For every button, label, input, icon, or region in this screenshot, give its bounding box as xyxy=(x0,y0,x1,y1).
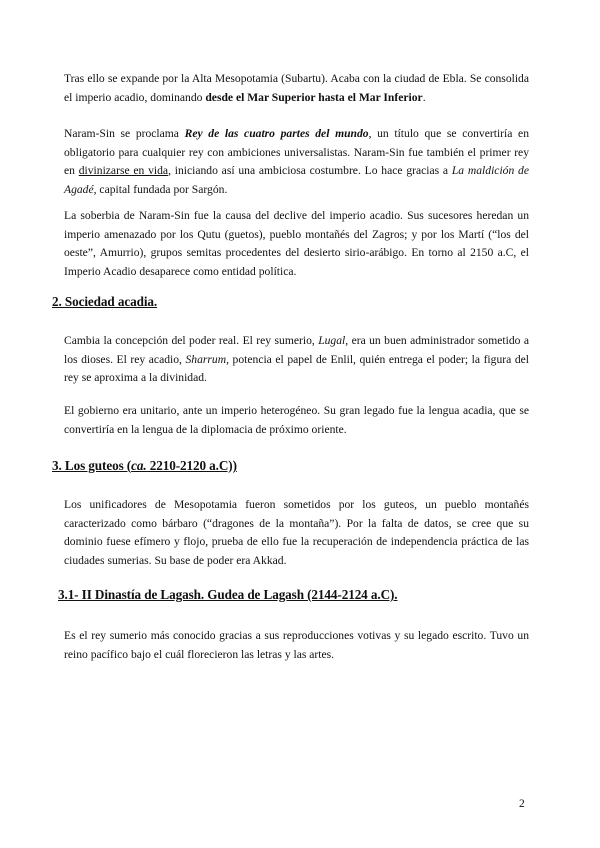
heading-italic-text: ca. xyxy=(131,458,147,473)
text-run: , era un buen administrador sometido a los dioses. El rey acadio, xyxy=(64,334,529,366)
italic-text: La maldición de Agadé xyxy=(64,164,529,196)
heading-sociedad-acadia: 2. Sociedad acadia. xyxy=(52,294,158,309)
text-run: , iniciando así una ambiciosa costumbre. Lo hace gracias a xyxy=(168,164,452,178)
heading-text: 2210-2120 a.C)) xyxy=(146,458,237,473)
italic-text: Sharrum xyxy=(185,352,227,366)
text-run: Naram-Sin se proclama xyxy=(64,127,185,140)
text-run: Cambia la concepción del poder real. El rey sumerio, xyxy=(64,334,319,347)
underlined-text: divinizarse en vida xyxy=(78,164,169,178)
heading-dinastia-lagash: 3.1- II Dinastía de Lagash. Gudea de Lagash (2144-2124 a.C). xyxy=(58,587,398,602)
paragraph-gobierno xyxy=(64,402,529,439)
paragraph-naram-sin xyxy=(64,125,529,199)
text-run: El gobierno era unitario, ante un imperio heterogéneo. Su gran legado fue la lengua acadia, que se convertiría en la lengua de la diplomacia de próximo oriente. xyxy=(64,404,529,436)
heading-text: 3. Los guteos ( xyxy=(52,458,132,473)
text-run: , capital fundada por Sargón. xyxy=(93,182,228,196)
bold-italic-title: Rey de las cuatro partes del mundo xyxy=(184,127,369,140)
text-run: . xyxy=(422,90,426,104)
paragraph-poder-real xyxy=(64,332,529,388)
text-run: Es el rey sumerio más conocido gracias a sus reproducciones votivas y su legado escrito. Tuvo un reino pacífico bajo el cuál florecieron las letras y las artes. xyxy=(64,629,529,661)
heading-los-guteos xyxy=(52,458,237,474)
text-run: , un título que se convertiría en obligatorio para cualquier rey con ambiciones universalistas. Naram-Sin fue también el primer rey en xyxy=(64,127,529,178)
paragraph-akkad-expansion xyxy=(64,70,529,107)
text-run: , potencia el papel de Enlil, quién entrega el poder; la figura del rey se aproxima a la divinidad. xyxy=(64,352,529,385)
text-run: Tras ello se expande por la Alta Mesopotamia (Subartu). Acaba con la ciudad de Ebla. Se consolida el imperio acadio, dominando xyxy=(64,72,529,104)
paragraph-guteos xyxy=(64,496,529,570)
italic-text: Lugal xyxy=(318,334,346,347)
page-number: 2 xyxy=(519,798,525,810)
text-run: La soberbia de Naram-Sin fue la causa del declive del imperio acadio. Sus sucesores heredan un imperio amenazado por los Qutu (guetos), pueblo montañés del Zagros; y por los Martí (“los del oeste”, Amurrio), grupos semitas procedentes del desierto sirio-arábigo. En torno al 2150 a.C, el Imperio Acadio desaparece como entidad política. xyxy=(64,209,529,278)
bold-text-mar: desde el Mar Superior hasta el Mar Inferior xyxy=(205,90,423,104)
text-run: Los unificadores de Mesopotamia fueron sometidos por los guteos, un pueblo montañés caracterizado como bárbaro (“dragones de la montaña”). Por la falta de datos, se cree que su dominio fuese efímero y flojo, prueba de ello fue la recuperación de independencia práctica de las ciudades sumerias. Su base de poder era Akkad. xyxy=(64,498,529,567)
paragraph-declive xyxy=(64,207,529,281)
paragraph-gudea xyxy=(64,627,529,664)
